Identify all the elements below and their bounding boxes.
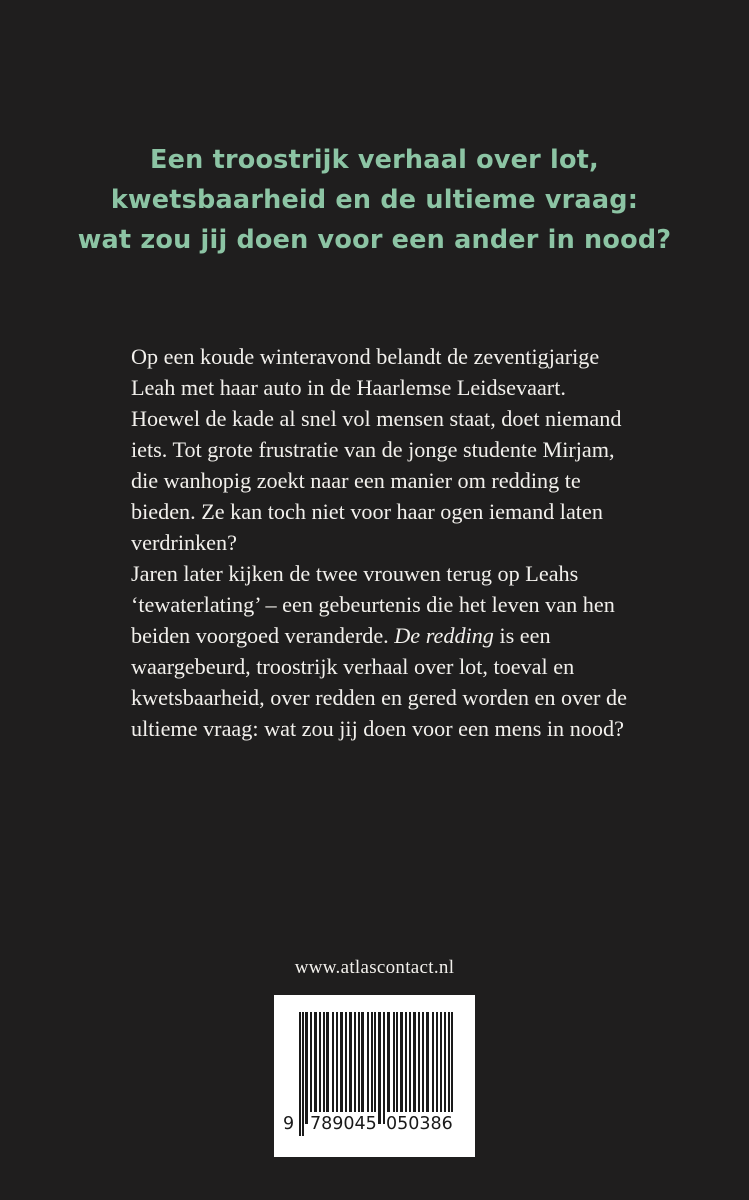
barcode-bar xyxy=(444,1012,446,1124)
blurb-line xyxy=(131,620,651,651)
barcode-bar xyxy=(405,1012,407,1124)
barcode-bar xyxy=(345,1012,347,1124)
barcode-bar xyxy=(413,1012,416,1124)
blurb-line: die wanhopig zoekt naar een manier om redding te xyxy=(131,468,581,493)
barcode-bar xyxy=(396,1012,398,1124)
barcode-bar xyxy=(340,1012,343,1124)
blurb-line: verdrinken? xyxy=(131,530,237,555)
barcode-bar xyxy=(378,1012,381,1124)
tagline xyxy=(0,140,749,260)
blurb-text-segment: is een xyxy=(493,623,551,648)
barcode-bar xyxy=(432,1012,434,1124)
blurb-line: iets. Tot grote frustratie van de jonge studente Mirjam, xyxy=(131,437,615,462)
barcode-bar xyxy=(299,1012,301,1136)
blurb-line: ‘tewaterlating’ – een gebeurtenis die het leven van hen xyxy=(131,592,615,617)
blurb-line: Jaren later kijken de twee vrouwen terug op Leahs xyxy=(131,561,579,586)
blurb-line: Hoewel de kade al snel vol mensen staat, doet niemand xyxy=(131,406,622,431)
barcode-bar xyxy=(361,1012,364,1124)
blurb-line: Op een koude winteravond belandt de zeventigjarige xyxy=(131,344,600,369)
barcode-bar xyxy=(314,1012,317,1124)
barcode-bar xyxy=(332,1012,334,1124)
book-title-italic: De redding xyxy=(394,623,494,648)
barcode-bar xyxy=(302,1012,304,1136)
barcode-bar xyxy=(319,1012,321,1124)
blurb-line: Leah met haar auto in de Haarlemse Leidsevaart. xyxy=(131,375,566,400)
blurb-text-segment: beiden voorgoed veranderde. xyxy=(131,623,395,648)
tagline-line: kwetsbaarheid en de ultieme vraag: xyxy=(110,185,639,215)
barcode-bar xyxy=(305,1012,308,1124)
barcode-bar xyxy=(336,1012,338,1124)
barcode-bar xyxy=(326,1012,329,1124)
barcode-bar xyxy=(440,1012,442,1124)
barcode-bar xyxy=(323,1012,325,1124)
barcode-bar xyxy=(358,1012,360,1124)
barcode-bar xyxy=(422,1012,424,1124)
barcode-bar xyxy=(387,1012,390,1124)
tagline-line: wat zou jij doen voor een ander in nood? xyxy=(77,225,672,255)
blurb-line: bieden. Ze kan toch niet voor haar ogen iemand laten xyxy=(131,499,603,524)
blurb-line: kwetsbaarheid, over redden en gered worden en over de xyxy=(131,685,627,710)
publisher-website: www.atlascontact.nl xyxy=(294,957,455,978)
barcode-bar xyxy=(426,1012,429,1124)
barcode-bar xyxy=(310,1012,312,1124)
barcode-bar xyxy=(436,1012,438,1124)
isbn-barcode xyxy=(274,995,475,1157)
barcode-bar xyxy=(400,1012,403,1124)
tagline-line: Een troostrijk verhaal over lot, xyxy=(150,145,599,175)
barcode-bar xyxy=(409,1012,411,1124)
isbn-group-1: 789045 xyxy=(310,1114,377,1134)
blurb-line: ultieme vraag: wat zou jij doen voor een mens in nood? xyxy=(131,716,624,741)
barcode-bar xyxy=(393,1012,395,1124)
barcode-bar xyxy=(349,1012,352,1124)
barcode-bar xyxy=(418,1012,420,1124)
blurb-line: waargebeurd, troostrijk verhaal over lot, toeval en xyxy=(131,654,575,679)
isbn-prefix: 9 xyxy=(283,1114,295,1134)
barcode-bar xyxy=(367,1012,369,1124)
isbn-group-2: 050386 xyxy=(386,1114,453,1134)
blurb-text xyxy=(131,341,651,744)
barcode-bar xyxy=(354,1012,356,1124)
barcode-bar xyxy=(383,1012,385,1124)
